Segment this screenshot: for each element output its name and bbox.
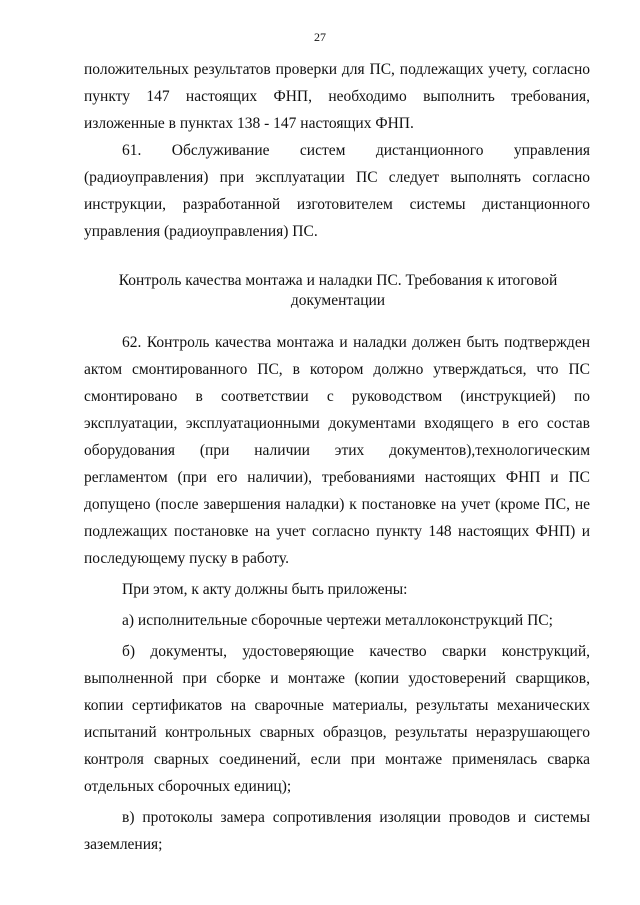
list-item-a: а) исполнительные сборочные чертежи металлоконструкций ПС; — [122, 612, 553, 629]
section-heading: Контроль качества монтажа и наладки ПС. Требования к итоговой документации — [118, 272, 558, 309]
continuation-paragraph: положительных результатов проверки для ПС, подлежащих учету, согласно пункту 147 настоящих ФНП, необходимо выполнить требования, изложенные в пунктах 138 - 147 настоящих ФНП. — [84, 61, 590, 132]
page-number: 27 — [314, 30, 326, 44]
attachments-intro: При этом, к акту должны быть приложены: — [122, 581, 408, 598]
document-body-bottom — [84, 329, 590, 858]
list-item-b: б) документы, удостоверяющие качество сварки конструкций, выполненной при сборке и монтаже (копии удостоверений сварщиков, копии сертификатов на сварочные материалы, результаты механических испытаний контрольных сварных образцов, результаты неразрушающего контроля сварных соединений, если при монтаже применялась сварка отдельных сборочных единиц); — [84, 643, 590, 795]
paragraph-62: 62. Контроль качества монтажа и наладки должен быть подтвержден актом смонтированного ПС, в котором должно утверждаться, что ПС смонтировано в соответствии с руководством (инструкцией) по эксплуатации, эксплуатационными документами входящего в его состав оборудования (при наличии этих документов),технологическим регламентом (при его наличии), требованиями настоящих ФНП и ПС допущено (после завершения наладки) к постановке на учет (кроме ПС, не подлежащих постановке на учет согласно пункту 148 настоящих ФНП) и последующему пуску в работу. — [84, 334, 590, 567]
paragraph-61: 61. Обслуживание систем дистанционного управления (радиоуправления) при эксплуатации ПС следует выполнять согласно инструкции, разработанной изготовителем системы дистанционного управления (радиоуправления) ПС. — [84, 142, 590, 240]
document-body-top — [84, 56, 590, 245]
list-item-v: в) протоколы замера сопротивления изоляции проводов и системы заземления; — [84, 809, 590, 853]
